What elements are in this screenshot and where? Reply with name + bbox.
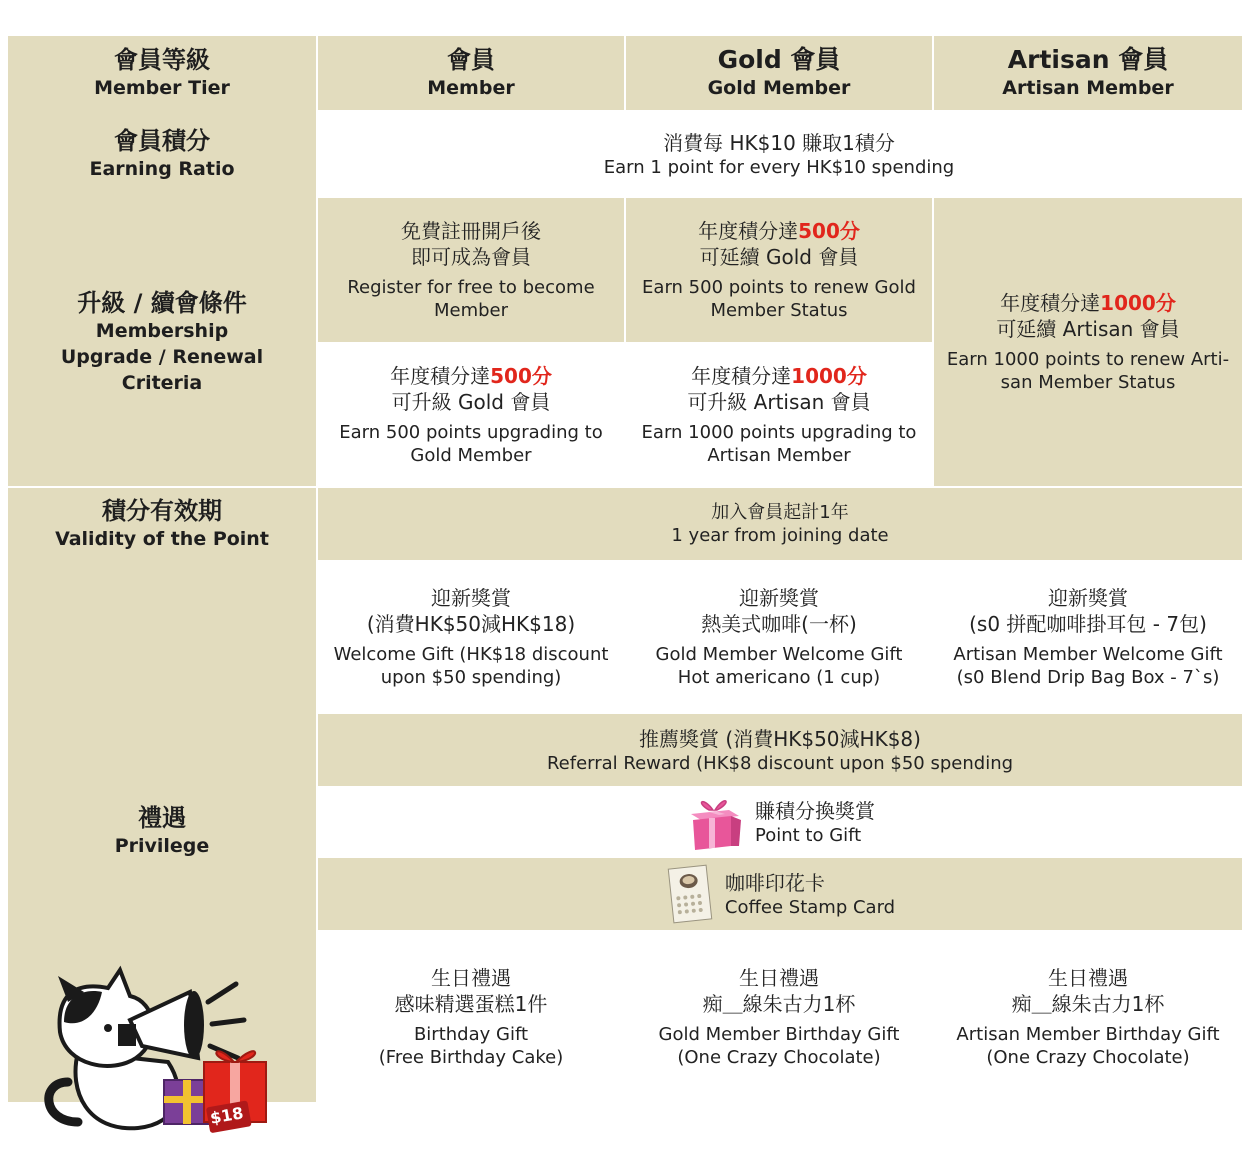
earning-value-cell — [316, 110, 1242, 198]
privilege-label-en: Privilege — [114, 835, 210, 857]
welcome-member-cell — [318, 562, 624, 712]
earning-value-en: Earn 1 point for every HK$10 spending — [603, 156, 955, 178]
header-tier-cell — [8, 36, 316, 110]
header-gold-cell — [626, 36, 932, 110]
header-artisan-en: Artisan Member — [1002, 77, 1174, 99]
validity-value-cell — [318, 488, 1242, 560]
birthday-artisan-en2: (One Crazy Chocolate) — [986, 1047, 1190, 1068]
gold-renew-zh2: 可延續 Gold 會員 — [699, 245, 859, 269]
member-upgrade-zh2: 可升級 Gold 會員 — [391, 390, 551, 414]
member-register-zh2: 即可成為會員 — [411, 245, 531, 269]
gold-renew-points: 500分 — [798, 219, 860, 243]
header-member-en: Member — [427, 77, 515, 99]
gold-upgrade-pre: 年度積分達 — [691, 364, 792, 388]
welcome-artisan-en1: Artisan Member Welcome Gift — [953, 644, 1223, 665]
member-register-zh1: 免費註冊開戶後 — [401, 219, 541, 243]
stamp-card-en: Coffee Stamp Card — [724, 896, 896, 918]
upgrade-label-en3: Criteria — [121, 372, 203, 394]
member-upgrade-points: 500分 — [490, 364, 552, 388]
price-tag-label: $18 — [208, 1103, 245, 1128]
point-to-gift-cell — [318, 786, 1242, 858]
welcome-gold-zh2: 熱美式咖啡(一杯) — [701, 612, 857, 636]
header-tier-en: Member Tier — [94, 77, 230, 99]
stamp-card-icon — [665, 863, 715, 925]
gold-renew-pre: 年度積分達 — [698, 219, 799, 243]
earning-label-en: Earning Ratio — [89, 158, 235, 180]
welcome-artisan-en2: (s0 Blend Drip Bag Box - 7`s) — [956, 667, 1220, 688]
welcome-gold-cell — [626, 562, 932, 712]
birthday-artisan-en1: Artisan Member Birthday Gift — [956, 1024, 1220, 1045]
point-to-gift-en: Point to Gift — [755, 824, 862, 846]
welcome-member-zh1: 迎新獎賞 — [431, 586, 511, 610]
welcome-artisan-zh2: (s0 拼配咖啡掛耳包 - 7包) — [969, 612, 1207, 636]
member-register-en: Register for free to become Member — [347, 277, 595, 321]
earning-value-zh: 消費每 HK$10 賺取1積分 — [663, 130, 895, 155]
upgrade-label-en2: Upgrade / Renewal — [60, 346, 264, 368]
upgrade-label-cell — [8, 198, 316, 486]
artisan-renew-cell — [934, 198, 1242, 486]
birthday-gold-zh1: 生日禮遇 — [739, 966, 819, 990]
point-to-gift-zh: 賺積分換獎賞 — [755, 798, 875, 823]
welcome-artisan-zh1: 迎新獎賞 — [1048, 586, 1128, 610]
validity-label-en: Validity of the Point — [55, 528, 269, 550]
gold-upgrade-points: 1000分 — [791, 364, 867, 388]
header-tier-zh: 會員等級 — [114, 46, 210, 74]
referral-cell — [318, 714, 1242, 786]
earning-label-zh: 會員積分 — [114, 127, 210, 155]
birthday-member-cell — [318, 932, 624, 1102]
header-artisan-zh: Artisan 會員 — [1007, 45, 1169, 74]
gift-box-icon — [685, 792, 745, 852]
artisan-renew-points: 1000分 — [1100, 291, 1176, 315]
header-artisan-cell — [934, 36, 1242, 110]
birthday-artisan-cell — [934, 932, 1242, 1102]
welcome-artisan-cell — [934, 562, 1242, 712]
birthday-artisan-zh1: 生日禮遇 — [1048, 966, 1128, 990]
gold-upgrade-zh2: 可升級 Artisan 會員 — [687, 390, 871, 414]
referral-zh: 推薦獎賞 (消費HK$50減HK$8) — [639, 726, 921, 751]
artisan-renew-en: Earn 1000 points to renew Arti-san Member Status — [946, 349, 1230, 393]
gold-renew-cell — [626, 198, 932, 342]
birthday-gold-cell — [626, 932, 932, 1102]
upgrade-label-en1: Membership — [95, 320, 229, 342]
validity-label-zh: 積分有效期 — [102, 497, 222, 525]
welcome-gold-zh1: 迎新獎賞 — [739, 586, 819, 610]
welcome-gold-en2: Hot americano (1 cup) — [677, 667, 881, 688]
stamp-card-cell — [318, 858, 1242, 930]
header-member-zh: 會員 — [447, 46, 495, 74]
header-gold-en: Gold Member — [707, 77, 851, 99]
birthday-member-zh2: 感味精選蛋糕1件 — [394, 992, 548, 1016]
gold-upgrade-cell — [626, 344, 932, 486]
birthday-gold-en2: (One Crazy Chocolate) — [677, 1047, 881, 1068]
header-member-cell — [318, 36, 624, 110]
member-register-cell — [318, 198, 624, 342]
header-gold-zh: Gold 會員 — [717, 45, 841, 74]
member-upgrade-cell — [318, 344, 624, 486]
welcome-gold-en1: Gold Member Welcome Gift — [655, 644, 903, 665]
member-upgrade-en: Earn 500 points upgrading to Gold Member — [339, 422, 603, 466]
cat-megaphone-illustration — [38, 962, 288, 1142]
artisan-renew-zh2: 可延續 Artisan 會員 — [996, 317, 1180, 341]
member-upgrade-pre: 年度積分達 — [390, 364, 491, 388]
gold-upgrade-en: Earn 1000 points upgrading to Artisan Member — [641, 422, 917, 466]
validity-value-en: 1 year from joining date — [671, 525, 889, 546]
earning-label-cell — [8, 110, 316, 198]
privilege-label-zh: 禮遇 — [138, 804, 186, 832]
referral-en: Referral Reward (HK$8 discount upon $50 spending — [546, 752, 1014, 774]
birthday-gold-zh2: 痴＿線朱古力1杯 — [702, 992, 856, 1016]
birthday-member-zh1: 生日禮遇 — [431, 966, 511, 990]
birthday-member-en1: Birthday Gift — [413, 1024, 529, 1045]
birthday-member-en2: (Free Birthday Cake) — [378, 1047, 564, 1068]
validity-value-zh: 加入會員起計1年 — [711, 502, 849, 523]
artisan-renew-pre: 年度積分達 — [1000, 291, 1101, 315]
validity-label-cell — [8, 488, 316, 560]
birthday-gold-en1: Gold Member Birthday Gift — [658, 1024, 900, 1045]
upgrade-label-zh: 升級 / 續會條件 — [77, 289, 247, 317]
welcome-member-en: Welcome Gift (HK$18 discount upon $50 spending) — [333, 644, 609, 688]
gold-renew-en: Earn 500 points to renew Gold Member Status — [642, 277, 916, 321]
stamp-card-zh: 咖啡印花卡 — [724, 870, 825, 895]
birthday-artisan-zh2: 痴＿線朱古力1杯 — [1011, 992, 1165, 1016]
welcome-member-zh2: (消費HK$50減HK$18) — [366, 612, 576, 636]
